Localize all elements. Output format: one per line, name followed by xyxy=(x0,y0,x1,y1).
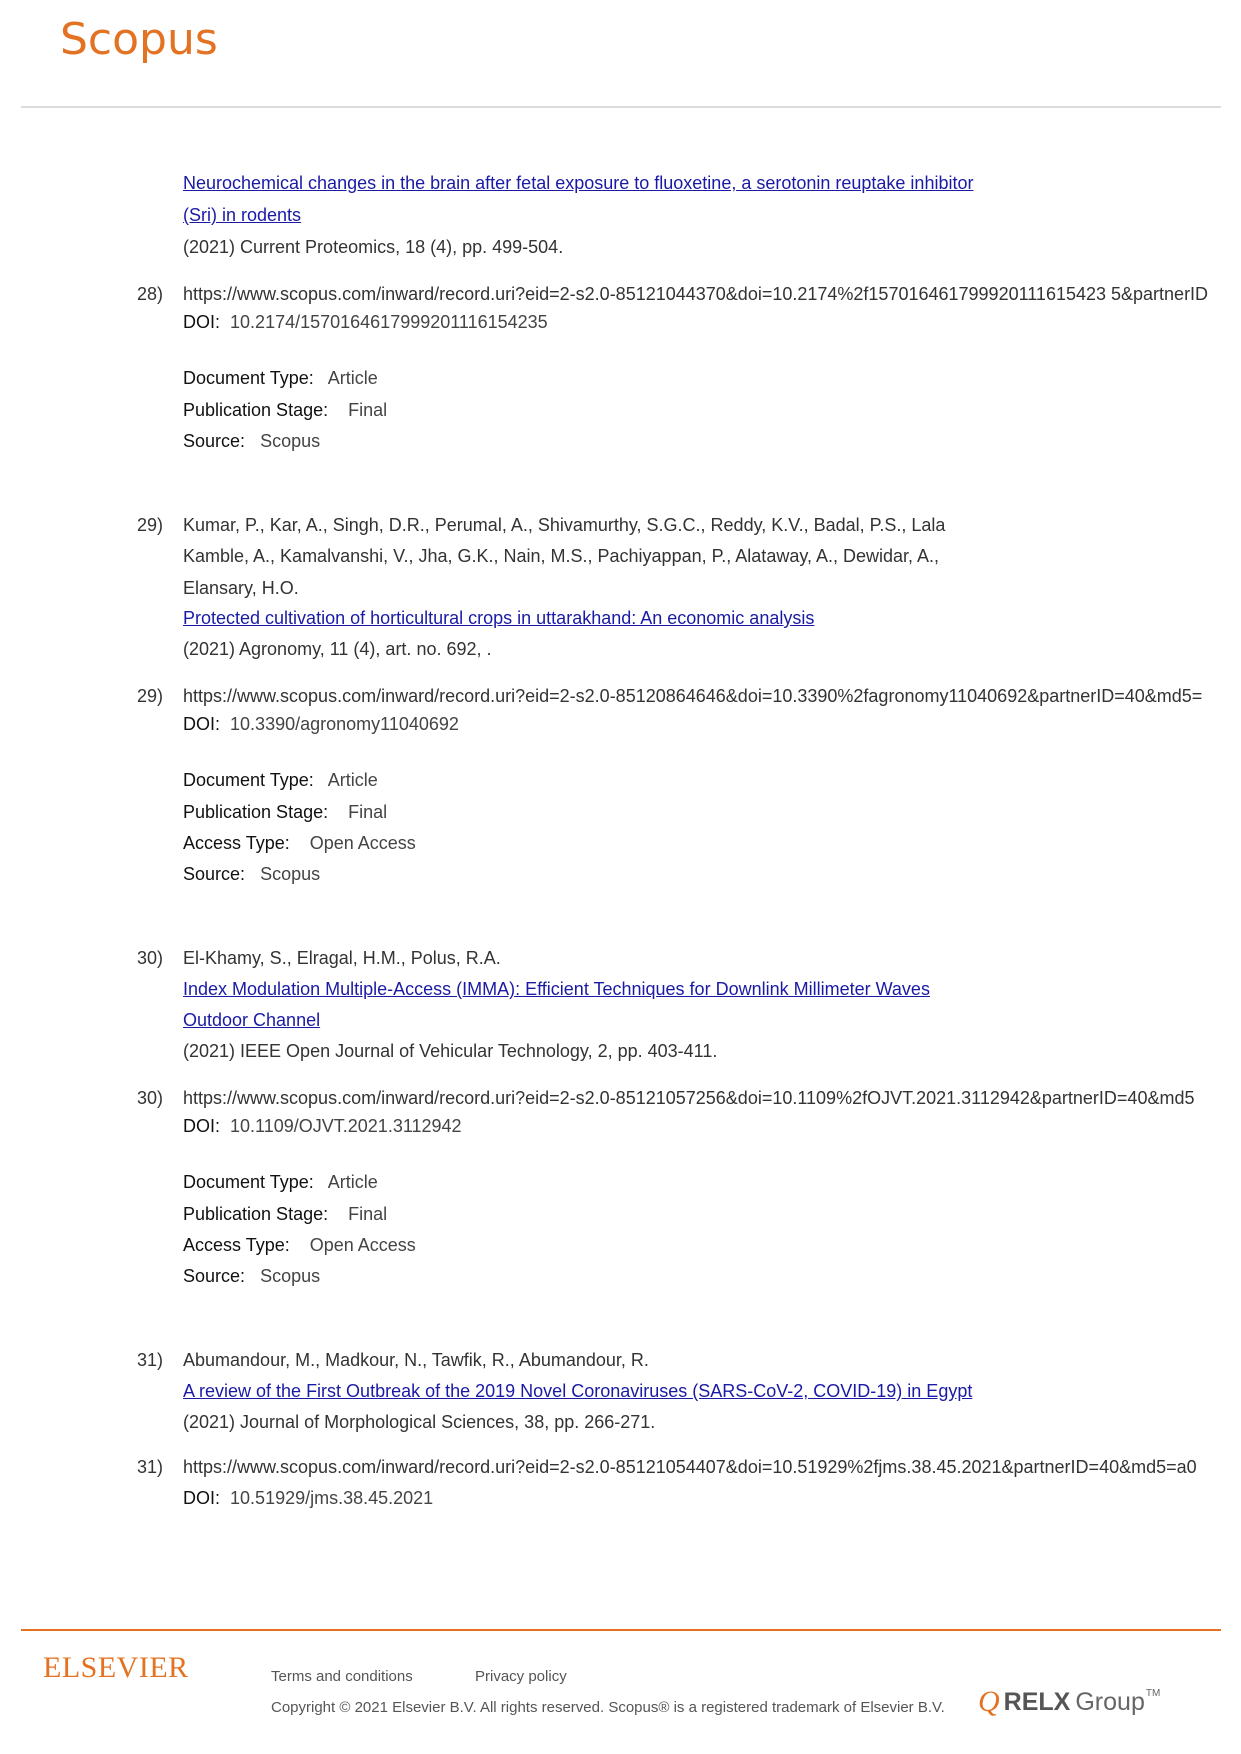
relx-q-icon: Q xyxy=(978,1685,1000,1718)
record-number: 31) xyxy=(137,1350,164,1370)
record-authors: El-Khamy, S., Elragal, H.M., Polus, R.A. xyxy=(183,948,501,968)
field-value: Final xyxy=(348,400,388,420)
field-publication-stage xyxy=(183,801,387,823)
field-label: Publication Stage: xyxy=(183,1204,329,1224)
field-value: Open Access xyxy=(309,1235,416,1255)
field-label: Source: xyxy=(183,864,246,884)
field-source xyxy=(183,430,320,452)
record-citation: (2021) Agronomy, 11 (4), art. no. 692, . xyxy=(183,639,492,659)
record-title-link[interactable]: Outdoor Channel xyxy=(183,1010,321,1030)
relx-name: RELX xyxy=(1003,1688,1071,1716)
doi-value: 10.3390/agronomy11040692 xyxy=(230,714,459,734)
record-citation: (2021) IEEE Open Journal of Vehicular Technology, 2, pp. 403-411. xyxy=(183,1041,718,1061)
field-document-type xyxy=(183,367,378,389)
record-title-link[interactable]: A review of the First Outbreak of the 2019 Novel Coronaviruses (SARS-CoV-2, COVID-19) in Egypt xyxy=(183,1381,973,1401)
record-number: 31) xyxy=(137,1457,164,1477)
field-access-type xyxy=(183,1234,416,1256)
scopus-logo: Scopus xyxy=(60,14,218,65)
record-url[interactable]: https://www.scopus.com/inward/record.uri?eid=2-s2.0-85121057256&doi=10.1109%2fOJVT.2021.3112942&partnerID=40&md5 xyxy=(183,1088,1195,1108)
field-label: Document Type: xyxy=(183,1172,314,1192)
record-doi xyxy=(183,1115,462,1137)
footer-divider xyxy=(21,1629,1221,1631)
copyright-text: Copyright © 2021 Elsevier B.V. All rights reserved. Scopus® is a registered trademark of Elsevier B.V. xyxy=(271,1699,945,1716)
field-value: Article xyxy=(327,770,378,790)
record-authors: Elansary, H.O. xyxy=(183,578,299,598)
elsevier-logo: ELSEVIER xyxy=(43,1651,189,1684)
field-source xyxy=(183,863,320,885)
record-url[interactable]: https://www.scopus.com/inward/record.uri?eid=2-s2.0-85121044370&doi=10.2174%2f157016461799920111615423 5&partnerID xyxy=(183,284,1209,304)
field-label: Source: xyxy=(183,1266,246,1286)
field-publication-stage xyxy=(183,399,387,421)
field-value: Open Access xyxy=(309,833,416,853)
field-value: Scopus xyxy=(260,864,321,884)
field-label: Source: xyxy=(183,431,246,451)
header-divider xyxy=(21,106,1221,108)
field-value: Article xyxy=(327,368,378,388)
doi-label: DOI: xyxy=(183,1488,221,1508)
record-citation: (2021) Journal of Morphological Sciences, 38, pp. 266-271. xyxy=(183,1412,656,1432)
field-value: Final xyxy=(348,1204,388,1224)
record-number: 28) xyxy=(137,284,164,304)
doi-value: 10.51929/jms.38.45.2021 xyxy=(230,1488,434,1508)
record-url[interactable]: https://www.scopus.com/inward/record.uri?eid=2-s2.0-85121054407&doi=10.51929%2fjms.38.45.2021&partnerID=40&md5=a0 xyxy=(183,1457,1197,1477)
record-title-link[interactable]: Protected cultivation of horticultural crops in uttarakhand: An economic analysis xyxy=(183,608,815,628)
record-number: 29) xyxy=(137,686,164,706)
doi-label: DOI: xyxy=(183,312,221,332)
record-authors: Kumar, P., Kar, A., Singh, D.R., Perumal, A., Shivamurthy, S.G.C., Reddy, K.V., Badal, P.S., Lala xyxy=(183,515,946,535)
relx-group: Group xyxy=(1075,1688,1145,1716)
field-value: Final xyxy=(348,802,388,822)
record-title-link[interactable]: (Sri) in rodents xyxy=(183,205,302,225)
relx-logo xyxy=(978,1685,1161,1718)
record-url[interactable]: https://www.scopus.com/inward/record.uri?eid=2-s2.0-85120864646&doi=10.3390%2fagronomy11040692&partnerID=40&md5= xyxy=(183,686,1203,706)
field-label: Access Type: xyxy=(183,833,290,853)
record-doi xyxy=(183,1487,433,1509)
doi-label: DOI: xyxy=(183,714,221,734)
record-title-link[interactable]: Index Modulation Multiple-Access (IMMA): Efficient Techniques for Downlink Millimeter Waves xyxy=(183,979,930,999)
field-access-type xyxy=(183,832,416,854)
trademark-mark: TM xyxy=(1145,1688,1161,1699)
field-document-type xyxy=(183,769,378,791)
record-citation: (2021) Current Proteomics, 18 (4), pp. 499-504. xyxy=(183,237,564,257)
record-number: 30) xyxy=(137,1088,164,1108)
field-value: Scopus xyxy=(260,1266,321,1286)
field-label: Document Type: xyxy=(183,368,314,388)
field-label: Publication Stage: xyxy=(183,802,329,822)
field-label: Publication Stage: xyxy=(183,400,329,420)
record-doi xyxy=(183,713,459,735)
privacy-link[interactable]: Privacy policy xyxy=(475,1668,567,1685)
terms-link[interactable]: Terms and conditions xyxy=(271,1668,413,1685)
field-publication-stage xyxy=(183,1203,387,1225)
doi-label: DOI: xyxy=(183,1116,221,1136)
field-label: Document Type: xyxy=(183,770,314,790)
doi-value: 10.2174/1570164617999201116154235 xyxy=(230,312,548,332)
field-label: Access Type: xyxy=(183,1235,290,1255)
field-value: Article xyxy=(327,1172,378,1192)
record-authors: Kamble, A., Kamalvanshi, V., Jha, G.K., Nain, M.S., Pachiyappan, P., Alataway, A., Dewidar, A., xyxy=(183,546,940,566)
record-number: 29) xyxy=(137,515,164,535)
record-doi xyxy=(183,311,548,333)
field-value: Scopus xyxy=(260,431,321,451)
record-authors: Abumandour, M., Madkour, N., Tawfik, R., Abumandour, R. xyxy=(183,1350,649,1370)
doi-value: 10.1109/OJVT.2021.3112942 xyxy=(230,1116,462,1136)
field-source xyxy=(183,1265,320,1287)
field-document-type xyxy=(183,1171,378,1193)
record-number: 30) xyxy=(137,948,164,968)
record-title-link[interactable]: Neurochemical changes in the brain after fetal exposure to fluoxetine, a serotonin reuptake inhibitor xyxy=(183,173,974,193)
